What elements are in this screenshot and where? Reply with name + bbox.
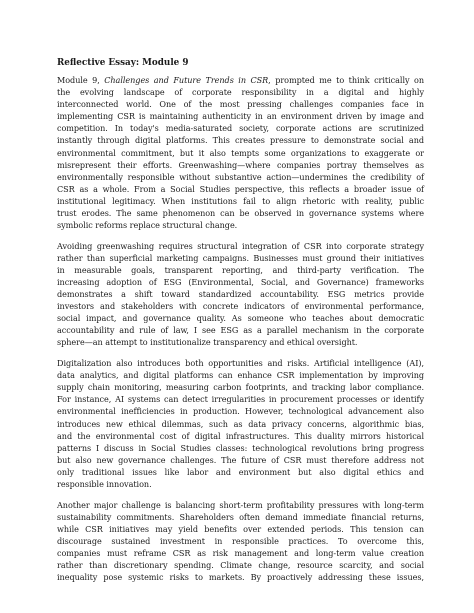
text-line [57, 74, 424, 86]
text-line: while CSR initiatives may yield benefits over extended periods. This tension can [57, 523, 424, 534]
text-line: rather than discretionary spending. Climate change, resource scarcity, and social [57, 560, 424, 571]
text-line: environmentally responsible without substantive action—undermines the credibility of [57, 171, 424, 182]
text-line: instantly through digital platforms. This creates pressure to demonstrate social and [57, 135, 424, 146]
text-line: symbolic reforms replace structural change. [57, 220, 238, 231]
text-line: accountability and rule of law, I see ESG as a parallel mechanism in the corporate [57, 325, 424, 336]
text-line: Digitalization also introduces both opportunities and risks. Artificial intelligence (AI), [57, 358, 424, 369]
text-line: investors and stakeholders with concrete indicators of environmental performance, [57, 301, 424, 312]
essay-body [57, 74, 424, 583]
module-title-italic: Challenges and Future Trends in CSR [104, 75, 269, 85]
text-line: sphere—an attempt to institutionalize transparency and ethical oversight. [57, 337, 358, 348]
paragraph [57, 357, 424, 490]
text-line: introduces new ethical dilemmas, such as data privacy concerns, algorithmic bias, [57, 418, 424, 429]
essay-title: Reflective Essay: Module 9 [57, 58, 189, 68]
text-line: increasing adoption of ESG (Environmental, Social, and Governance) frameworks [57, 277, 424, 287]
text-line: responsible innovation. [57, 479, 152, 489]
text-line: sustainability commitments. Shareholders often demand immediate financial returns, [57, 511, 424, 522]
text-segment: , prompted me to think critically on [268, 75, 424, 85]
text-line: For instance, AI systems can detect irregularities in procurement processes or identify [57, 394, 424, 405]
text-line: interconnected world. One of the most pressing challenges companies face in [57, 99, 424, 110]
text-line: implementing CSR is maintaining authenticity in an environment driven by image and [57, 111, 424, 122]
text-line: but also new governance challenges. The future of CSR must therefore address not [57, 454, 424, 465]
text-line: data analytics, and digital platforms can enhance CSR implementation by improving [57, 370, 424, 381]
text-line: rather than superficial marketing campaigns. Businesses must ground their initiatives [57, 252, 424, 263]
paragraph [57, 499, 424, 584]
text-line: inequality pose systemic risks to markets. By proactively addressing these issues, [57, 572, 424, 583]
text-line: companies must reframe CSR as risk management and long-term value creation [57, 547, 424, 558]
text-segment: Module 9, [57, 75, 105, 85]
text-line: institutional legitimacy. When institutions fail to align rhetoric with reality, public [57, 195, 424, 206]
text-line: demonstrates a shift toward standardized accountability. ESG metrics provide [57, 289, 424, 300]
text-line: and the environmental cost of digital infrastructures. This duality mirrors historical [57, 430, 424, 441]
text-line: discourage sustained investment in responsible practices. To overcome this, [57, 535, 424, 546]
text-line: the evolving landscape of corporate responsibility in a digital and highly [57, 87, 424, 98]
text-line: competition. In today's media-saturated society, corporate actions are scrutinized [57, 123, 424, 134]
text-line: misrepresent their efforts. Greenwashing—where companies portray themselves as [57, 159, 424, 170]
text-line: only traditional issues like labor and environment but also digital ethics and [57, 466, 424, 477]
text-line: social impact, and governance quality. As someone who teaches about democratic [57, 313, 424, 324]
text-line: environmental commitment, but it also tempts some organizations to exaggerate or [57, 147, 424, 158]
paragraph [57, 240, 424, 349]
text-line: Avoiding greenwashing requires structural integration of CSR into corporate strategy [57, 240, 424, 251]
paragraph [57, 74, 424, 231]
text-line: trust erodes. The same phenomenon can be observed in governance systems where [57, 208, 424, 219]
text-line: environmental inefficiencies in production. However, technological advancement also [57, 406, 424, 417]
text-line: in measurable goals, transparent reporting, and third-party verification. The [57, 264, 424, 275]
text-line: supply chain monitoring, measuring carbon footprints, and tracking labor compliance. [57, 382, 424, 393]
text-line: Another major challenge is balancing short-term profitability pressures with long-term [57, 499, 424, 510]
text-line: patterns I discuss in Social Studies classes: technological revolutions bring progress [57, 442, 424, 453]
text-line: CSR as a whole. From a Social Studies perspective, this reflects a broader issue of [57, 183, 424, 194]
